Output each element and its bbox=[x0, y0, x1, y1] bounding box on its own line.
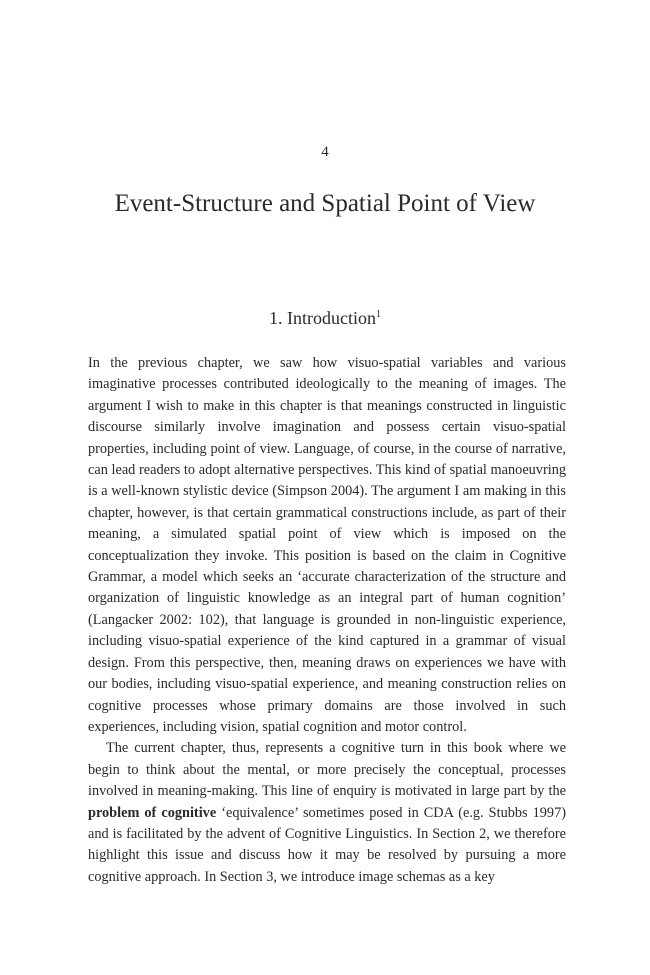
paragraph-2-end: ‘equivalence’ sometimes posed in CDA (e.g. Stubbs 1997) and is facilitated by the advent of Cognitive Linguistics. In Section 2, we therefore highlight this issue and discuss how it may be resolved by pursuing a more cognitive approach. In Section 3, we introduce image schemas as a key bbox=[88, 804, 566, 885]
footnote-marker: 1 bbox=[375, 309, 381, 320]
section-heading-text: 1. Introduction bbox=[269, 308, 376, 328]
section-heading bbox=[0, 308, 650, 329]
chapter-number: 4 bbox=[321, 144, 329, 160]
paragraph-2-start: The current chapter, thus, represents a cognitive turn in this book where we begin to think about the mental, or more precisely the conceptual, processes involved in meaning-making. This line of enquiry is motivated in large part by the bbox=[88, 740, 566, 800]
paragraph-2 bbox=[88, 738, 566, 888]
paragraph-1: In the previous chapter, we saw how visuo-spatial variables and various imaginative processes contributed ideologically to the meaning of images. The argument I wish to make in this chapter is that meanings constructed in linguistic discourse similarly involve imagination and possess certain visuo-spatial properties, including point of view. Language, of course, in the course of narrative, can lead readers to adopt alternative perspectives. This kind of spatial manoeuvring is a well-known stylistic device (Simpson 2004). The argument I am making in this chapter, however, is that certain grammatical constructions include, as part of their meaning, a simulated spatial point of view which is imposed on the conceptualization they invoke. This position is based on the claim in Cognitive Grammar, a model which seeks an ‘accurate characterization of the structure and organization of linguistic knowledge as an integral part of human cognition’ (Langacker 2002: 102), that language is grounded in non-linguistic experience, including visuo-spatial experience of the kind captured in a grammar of visual design. From this perspective, then, meaning draws on experiences we have with our bodies, including visuo-spatial experience, and meaning construction relies on cognitive processes whose primary domains are those involved in such experiences, including vision, spatial cognition and motor control. bbox=[88, 355, 566, 735]
bold-phrase: problem of cognitive bbox=[88, 804, 217, 821]
body-text bbox=[88, 353, 566, 888]
chapter-title: Event-Structure and Spatial Point of View bbox=[114, 190, 536, 217]
